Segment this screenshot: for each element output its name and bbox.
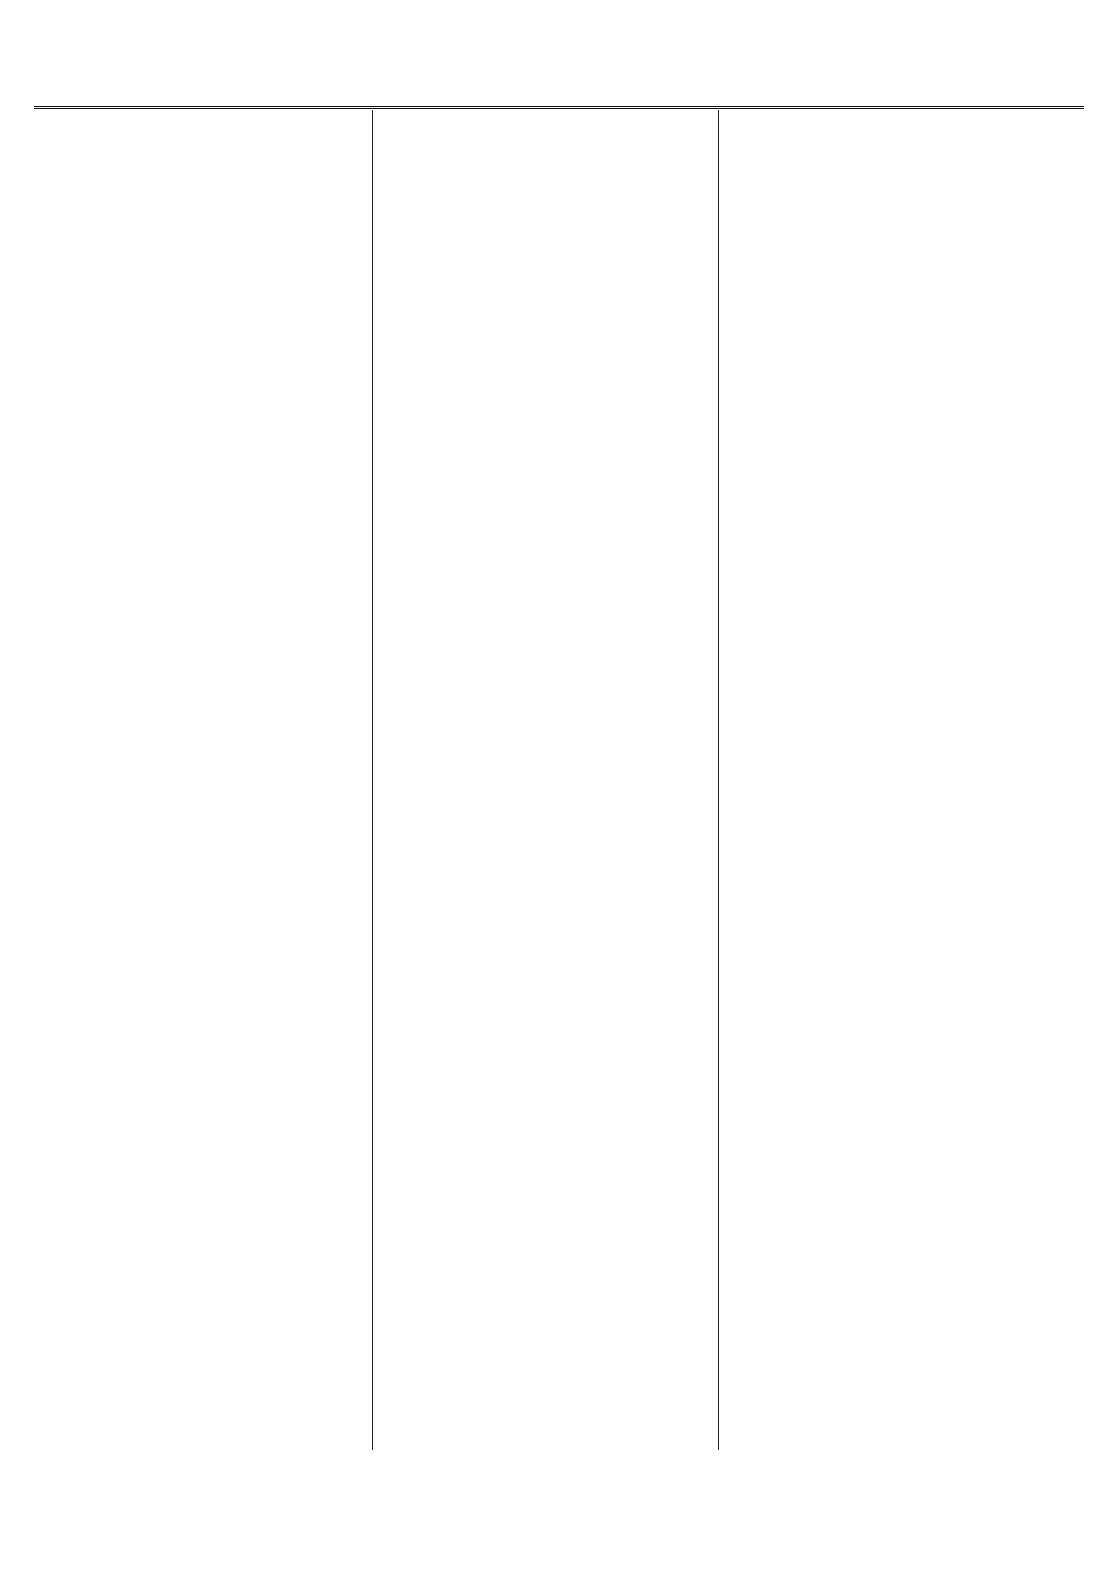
column-right [728, 114, 1048, 1554]
column-divider [372, 110, 373, 1450]
column-middle [384, 114, 704, 1554]
column-divider [718, 110, 719, 1450]
page-number [0, 70, 1112, 104]
column-left [36, 114, 356, 1554]
header-rule [34, 106, 1084, 109]
